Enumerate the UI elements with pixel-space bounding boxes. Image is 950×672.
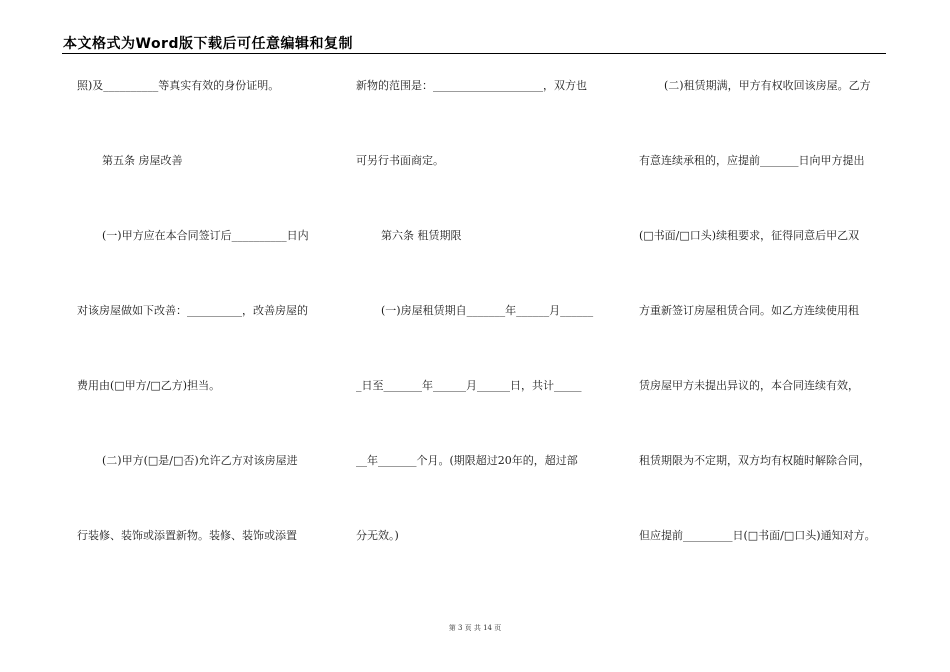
text-line: 但应提前_________日(□书面/□口头)通知对方。 xyxy=(639,529,876,542)
text-line: 租赁期限为不定期，双方均有权随时解除合同， xyxy=(639,454,870,467)
text-line: (二)甲方(□是/□否)允许乙方对该房屋进 xyxy=(102,454,298,467)
text-line: 赁房屋甲方未提出异议的，本合同连续有效， xyxy=(639,379,859,392)
text-line: 分无效。) xyxy=(356,529,399,542)
text-line: 新物的范围是：____________________，双方也 xyxy=(356,79,587,92)
text-line: 第六条 租赁期限 xyxy=(381,229,462,242)
text-line: 方重新签订房屋租赁合同。如乙方连续使用租 xyxy=(639,304,859,317)
page-header-title: 本文格式为Word版下载后可任意编辑和复制 xyxy=(63,36,353,52)
text-line: (一)房屋租赁期自_______年______月______ xyxy=(381,304,594,317)
header-divider xyxy=(62,53,886,54)
page-number-footer: 第 3 页 共 14 页 xyxy=(448,624,502,632)
text-line: _日至_______年______月______日，共计_____ xyxy=(356,379,582,392)
text-line: __年_______个月。(期限超过20年的，超过部 xyxy=(356,454,578,467)
text-line: (一)甲方应在本合同签订后__________日内 xyxy=(102,229,309,242)
text-line: 第五条 房屋改善 xyxy=(102,154,183,167)
text-line: 对该房屋做如下改善：__________，改善房屋的 xyxy=(77,304,308,317)
text-line: 照)及__________等真实有效的身份证明。 xyxy=(77,79,280,92)
text-line: 有意连续承租的，应提前_______日向甲方提出 xyxy=(639,154,865,167)
text-line: 费用由(□甲方/□乙方)担当。 xyxy=(77,379,221,392)
text-line: (□书面/□口头)续租要求，征得同意后甲乙双 xyxy=(639,229,860,242)
text-line: 行装修、装饰或添置新物。装修、装饰或添置 xyxy=(77,529,297,542)
text-line: 可另行书面商定。 xyxy=(356,154,444,167)
text-line: (二)租赁期满，甲方有权收回该房屋。乙方 xyxy=(664,79,871,92)
